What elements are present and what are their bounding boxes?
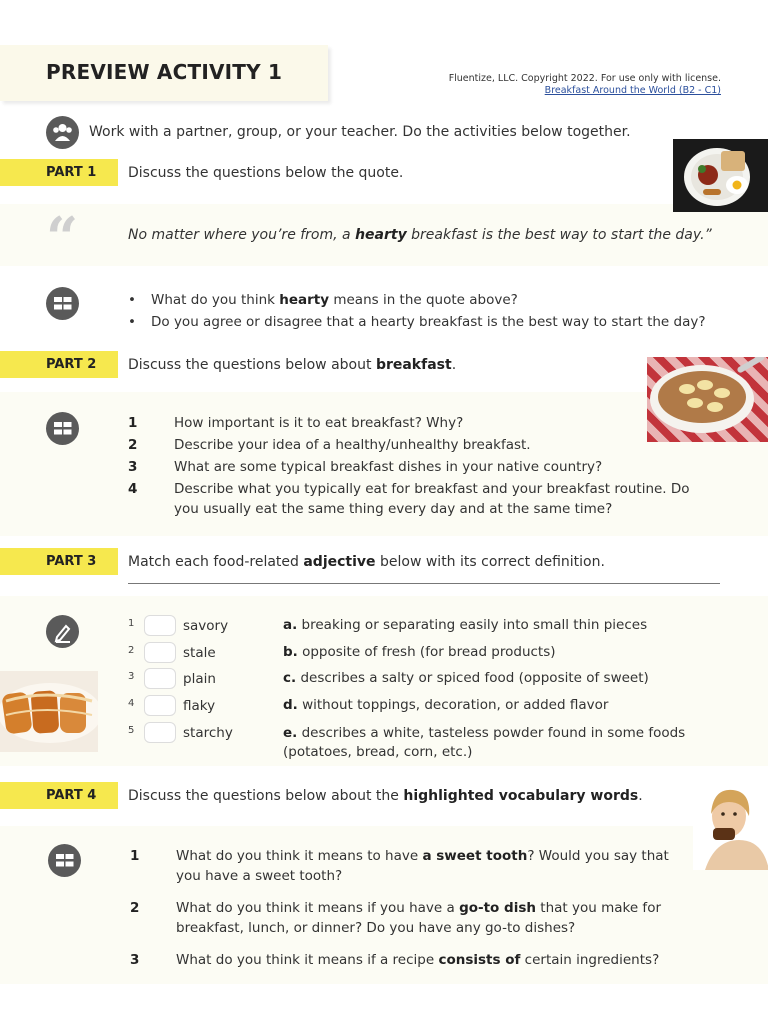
- question-number: 1: [130, 848, 140, 864]
- word-label: stale: [183, 645, 216, 661]
- pencil-icon: [46, 615, 79, 648]
- part4-desc-post: .: [638, 788, 643, 804]
- question-text: How important is it to eat breakfast? Why?: [174, 415, 464, 431]
- question-pre: What do you think it means if you have a: [176, 900, 460, 916]
- chat-bubbles-icon: [46, 287, 79, 320]
- part3-tag: PART 3: [0, 548, 118, 575]
- quote-post: breakfast is the best way to start the day.”: [406, 227, 712, 243]
- word-label: flaky: [183, 698, 216, 714]
- part1-desc: Discuss the questions below the quote.: [128, 165, 404, 181]
- part3-desc-pre: Match each food-related: [128, 554, 304, 570]
- question-text: Describe what you typically eat for breakfast and your breakfast routine. Do you usually eat the same thing every day and at the same time?: [174, 481, 690, 517]
- word-number: 3: [128, 671, 135, 682]
- list-item: [128, 846, 688, 886]
- list-item: [128, 457, 708, 477]
- part4-desc-pre: Discuss the questions below about the: [128, 788, 404, 804]
- part4-tag: PART 4: [0, 782, 118, 809]
- answer-box[interactable]: [144, 642, 176, 663]
- part1-tag: PART 1: [0, 159, 118, 186]
- definition-letter: d.: [283, 697, 298, 713]
- word-number: 4: [128, 698, 135, 709]
- question-number: 4: [128, 481, 138, 497]
- list-item: [128, 950, 688, 970]
- definition-letter: c.: [283, 670, 297, 686]
- part4-desc: [128, 788, 643, 804]
- definition-text: describes a white, tasteless powder found in some foods (potatoes, bread, corn, etc.): [283, 725, 686, 760]
- definition-letter: e.: [283, 725, 298, 741]
- definition-letter: b.: [283, 644, 298, 660]
- question-bold: consists of: [438, 952, 521, 968]
- page-title: PREVIEW ACTIVITY 1: [46, 60, 283, 84]
- word-number: 5: [128, 725, 135, 736]
- definition: [283, 697, 608, 713]
- definition-text: opposite of fresh (for bread products): [302, 644, 556, 660]
- list-item: [128, 435, 708, 455]
- pastry-photo: [0, 671, 98, 752]
- part4-questions: [128, 846, 688, 972]
- part2-tag: PART 2: [0, 351, 118, 378]
- instruction-text: Work with a partner, group, or your teacher. Do the activities below together.: [89, 124, 631, 140]
- part2-questions: [128, 413, 708, 521]
- list-item: [128, 413, 708, 433]
- list-item: [128, 311, 706, 333]
- question-number: 2: [128, 437, 138, 453]
- bullet-pre: Do you agree or disagree that a hearty breakfast is the best way to start the day?: [151, 314, 706, 330]
- question-text: What are some typical breakfast dishes in your native country?: [174, 459, 603, 475]
- question-number: 2: [130, 900, 140, 916]
- definition-text: without toppings, decoration, or added flavor: [302, 697, 609, 713]
- quote-text: [128, 227, 712, 243]
- question-bold: go-to dish: [459, 900, 536, 916]
- part3-desc-bold: adjective: [303, 554, 376, 570]
- question-text: Describe your idea of a healthy/unhealthy breakfast.: [174, 437, 531, 453]
- quote-mark-icon: “: [46, 205, 79, 271]
- definition: [283, 644, 556, 660]
- word-number: 1: [128, 618, 135, 629]
- question-post: certain ingredients?: [520, 952, 660, 968]
- definition-letter: a.: [283, 617, 298, 633]
- definition: [283, 724, 723, 762]
- copyright-text: Fluentize, LLC. Copyright 2022. For use only with license.: [448, 73, 721, 84]
- word-label: plain: [183, 671, 216, 687]
- divider: [128, 583, 720, 584]
- definition-text: describes a salty or spiced food (opposite of sweet): [300, 670, 649, 686]
- bullet-post: means in the quote above?: [329, 292, 518, 308]
- part2-desc-bold: breakfast: [375, 357, 452, 373]
- part2-desc: [128, 357, 456, 373]
- breakfast-plate-photo: [673, 139, 768, 212]
- question-number: 3: [128, 459, 138, 475]
- group-discussion-icon: [46, 116, 79, 149]
- question-bold: a sweet tooth: [422, 848, 528, 864]
- part3-desc: [128, 554, 605, 570]
- chat-bubbles-icon: [46, 412, 79, 445]
- copyright-block: [449, 73, 721, 97]
- woman-eating-photo: [693, 786, 768, 870]
- word-label: savory: [183, 618, 229, 634]
- word-label: starchy: [183, 725, 233, 741]
- question-post: that you make for breakfast, lunch, or dinner? Do you have any go-to dishes?: [176, 900, 661, 936]
- question-post: ? Would you say that you have a sweet tooth?: [176, 848, 669, 884]
- question-pre: What do you think it means if a recipe: [176, 952, 439, 968]
- bullet-pre: What do you think: [151, 292, 280, 308]
- answer-box[interactable]: [144, 615, 176, 636]
- list-item: [128, 479, 708, 519]
- list-item: [128, 289, 706, 311]
- lesson-link[interactable]: Breakfast Around the World (B2 - C1): [544, 85, 721, 96]
- part2-desc-post: .: [451, 357, 457, 373]
- question-pre: What do you think it means to have: [176, 848, 423, 864]
- answer-box[interactable]: [144, 695, 176, 716]
- chat-bubbles-icon: [48, 844, 81, 877]
- bullet-bold: hearty: [279, 292, 330, 308]
- definition: [283, 670, 649, 686]
- quote-bold: hearty: [355, 227, 407, 243]
- question-number: 1: [128, 415, 138, 431]
- definition: [283, 617, 647, 633]
- list-item: [128, 898, 688, 938]
- question-number: 3: [130, 952, 140, 968]
- part4-desc-bold: highlighted vocabulary words: [403, 788, 639, 804]
- part2-desc-pre: Discuss the questions below about: [128, 357, 376, 373]
- definition-text: breaking or separating easily into small thin pieces: [301, 617, 648, 633]
- answer-box[interactable]: [144, 668, 176, 689]
- part1-bullets: [128, 289, 706, 333]
- quote-pre: No matter where you’re from, a: [128, 227, 356, 243]
- answer-box[interactable]: [144, 722, 176, 743]
- word-number: 2: [128, 645, 135, 656]
- part3-desc-post: below with its correct definition.: [375, 554, 605, 570]
